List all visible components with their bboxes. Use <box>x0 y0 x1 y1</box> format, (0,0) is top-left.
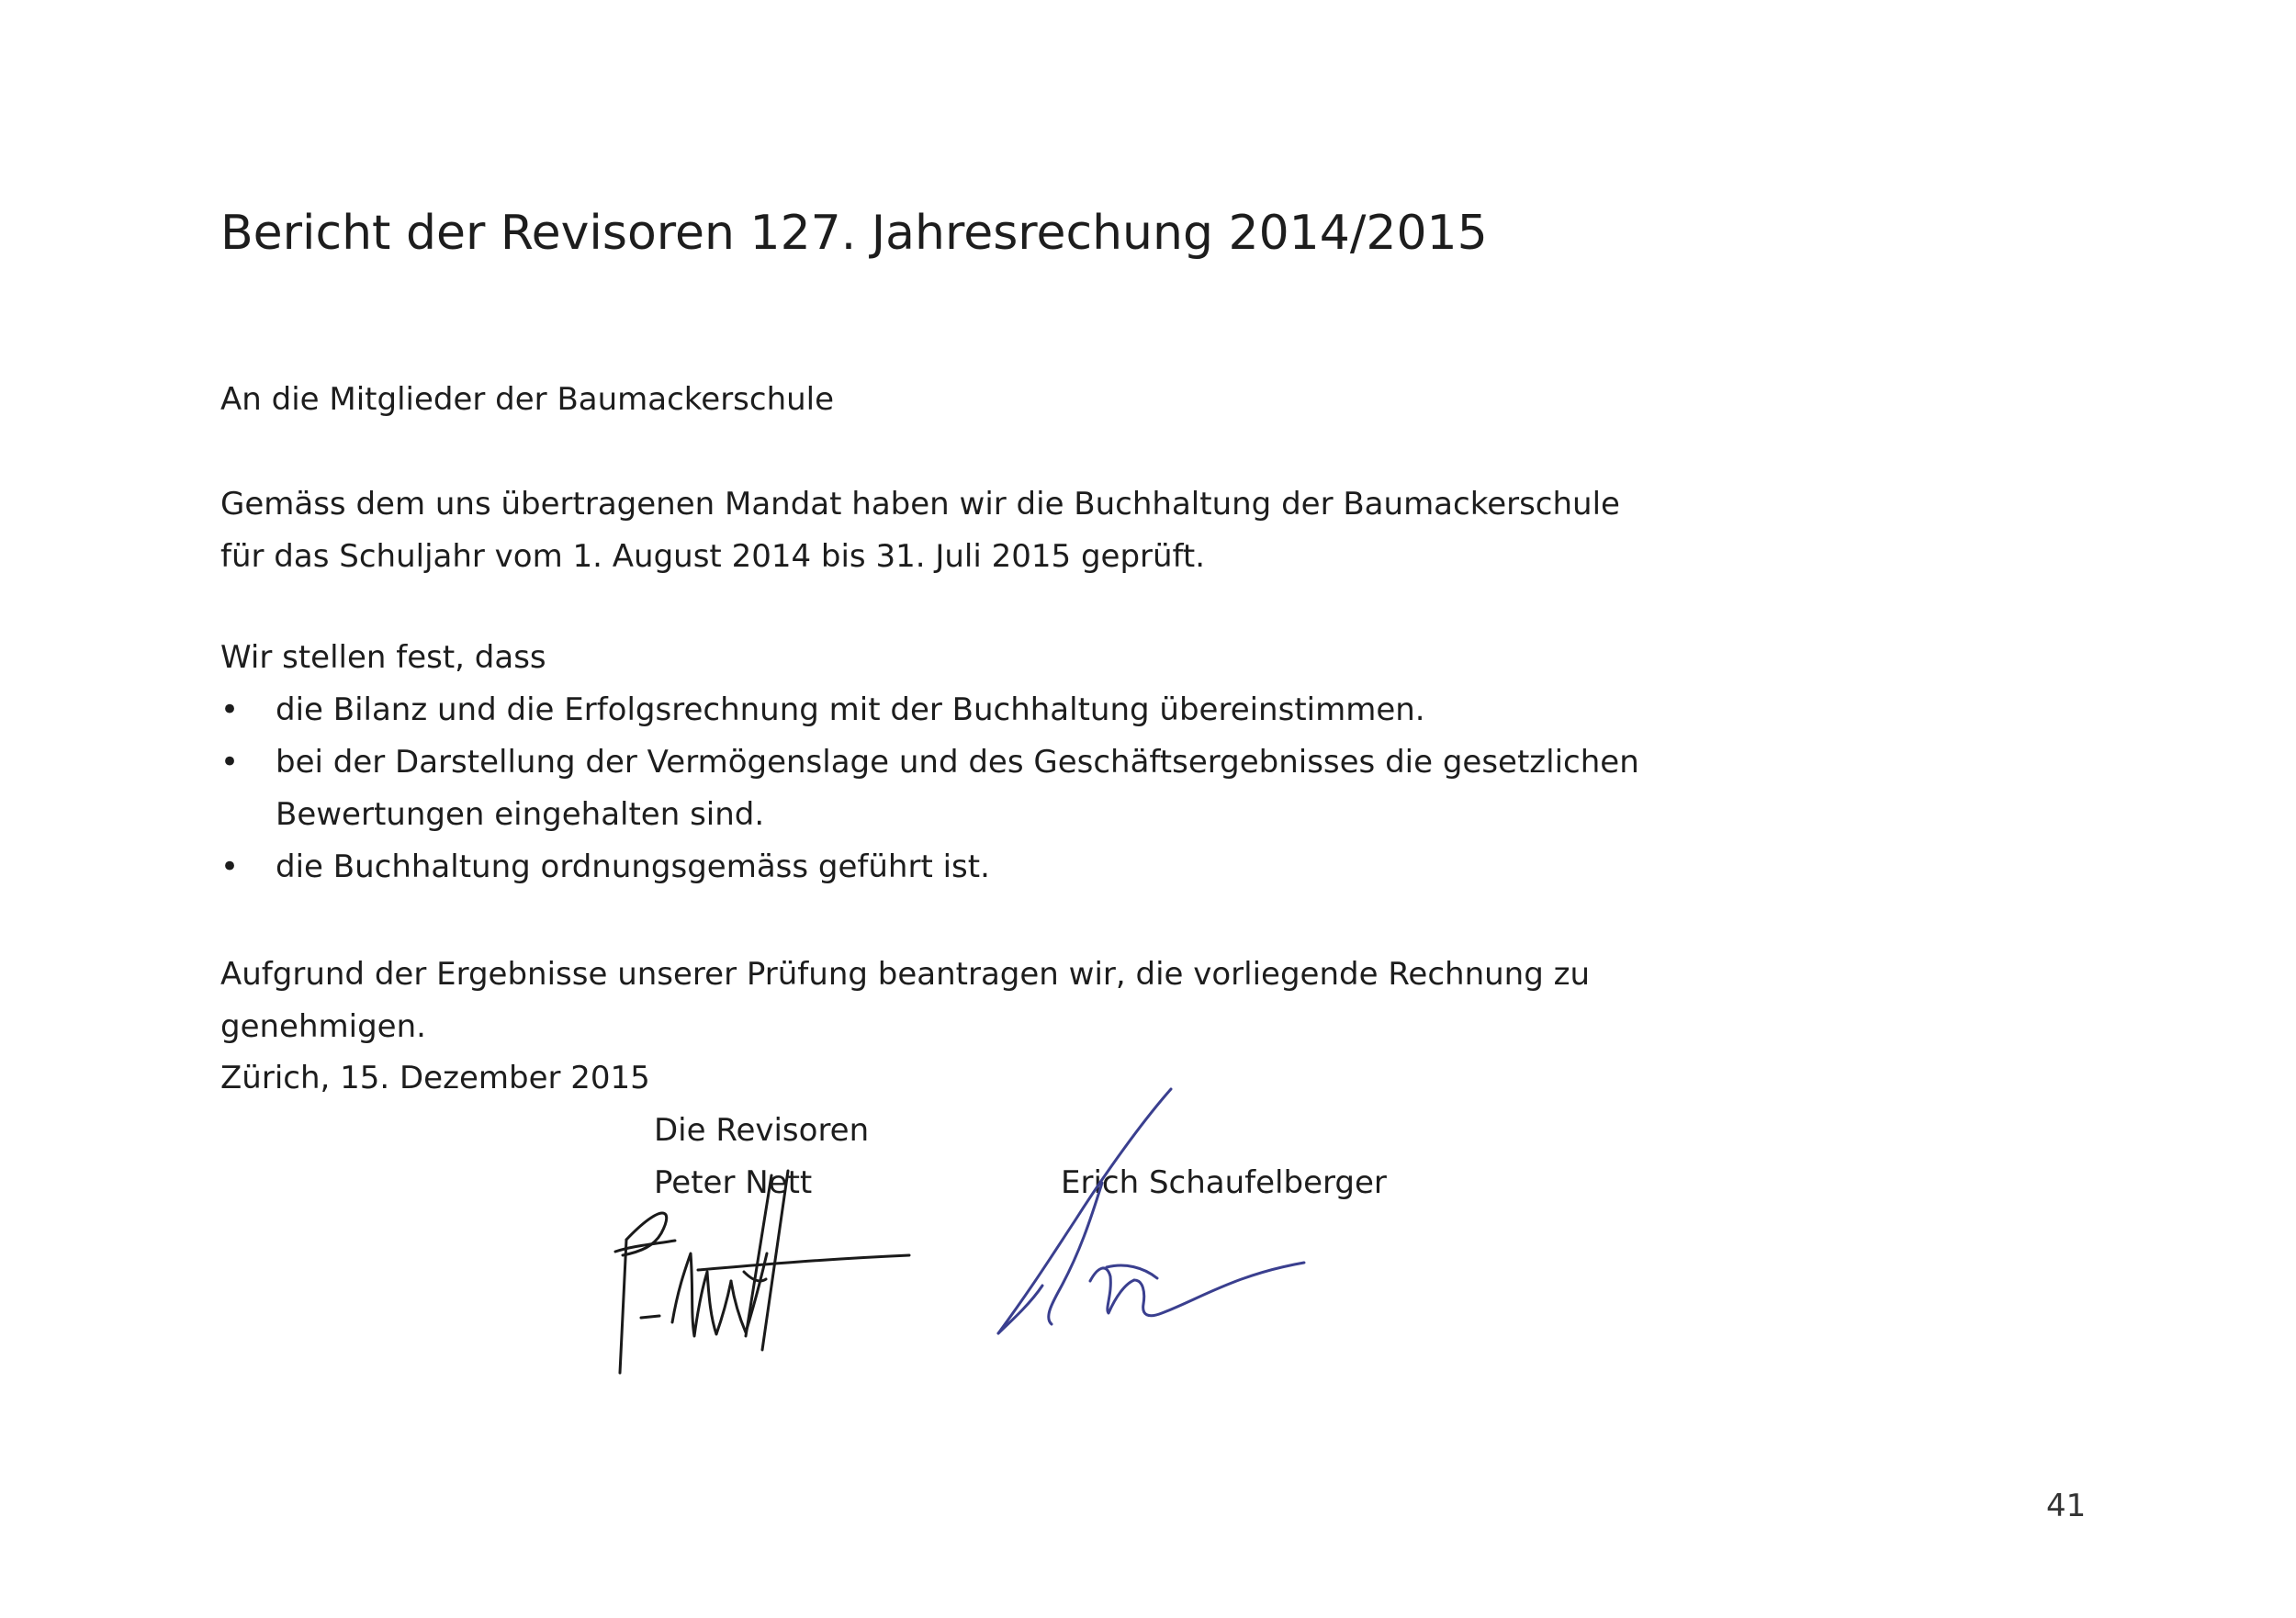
bullet-icon: • <box>220 691 240 728</box>
signatory-1-name: Peter Nett <box>654 1164 813 1201</box>
findings-item-text-continued: Bewertungen eingehalten sind. <box>276 796 765 833</box>
mandate-line-1: Gemäss dem uns übertragenen Mandat haben wir die Buchhaltung der Baumackerschule <box>220 486 1620 522</box>
addressee: An die Mitglieder der Baumackerschule <box>220 381 835 418</box>
findings-item <box>220 841 1639 893</box>
findings-item-text: bei der Darstellung der Vermögenslage und des Geschäftsergebnisses die gesetzlichen <box>276 744 1639 781</box>
findings-list <box>220 684 1639 893</box>
page-number: 41 <box>2046 1488 2087 1524</box>
signatory-2-name: Erich Schaufelberger <box>1061 1164 1387 1201</box>
conclusion-line-1: Aufgrund der Ergebnisse unserer Prüfung beantragen wir, die vorliegende Rechnung zu <box>220 956 1591 993</box>
findings-item-text: die Bilanz und die Erfolgsrechnung mit der Buchhaltung übereinstimmen. <box>276 691 1425 728</box>
mandate-line-2: für das Schuljahr vom 1. August 2014 bis 31. Juli 2015 geprüft. <box>220 538 1206 575</box>
findings-item <box>220 736 1639 841</box>
signatories-heading: Die Revisoren <box>654 1112 870 1149</box>
bullet-icon: • <box>220 848 240 885</box>
findings-item-text: die Buchhaltung ordnungsgemäss geführt ist. <box>276 848 990 885</box>
findings-item <box>220 684 1639 736</box>
signature-erich-schaufelberger <box>987 1084 1318 1341</box>
findings-intro: Wir stellen fest, dass <box>220 639 546 676</box>
page-title: Bericht der Revisoren 127. Jahresrechung 2014/2015 <box>220 206 1488 261</box>
signature-peter-nett <box>606 1152 937 1382</box>
place-date: Zürich, 15. Dezember 2015 <box>220 1060 650 1096</box>
conclusion-line-2: genehmigen. <box>220 1008 426 1045</box>
bullet-icon: • <box>220 744 240 781</box>
